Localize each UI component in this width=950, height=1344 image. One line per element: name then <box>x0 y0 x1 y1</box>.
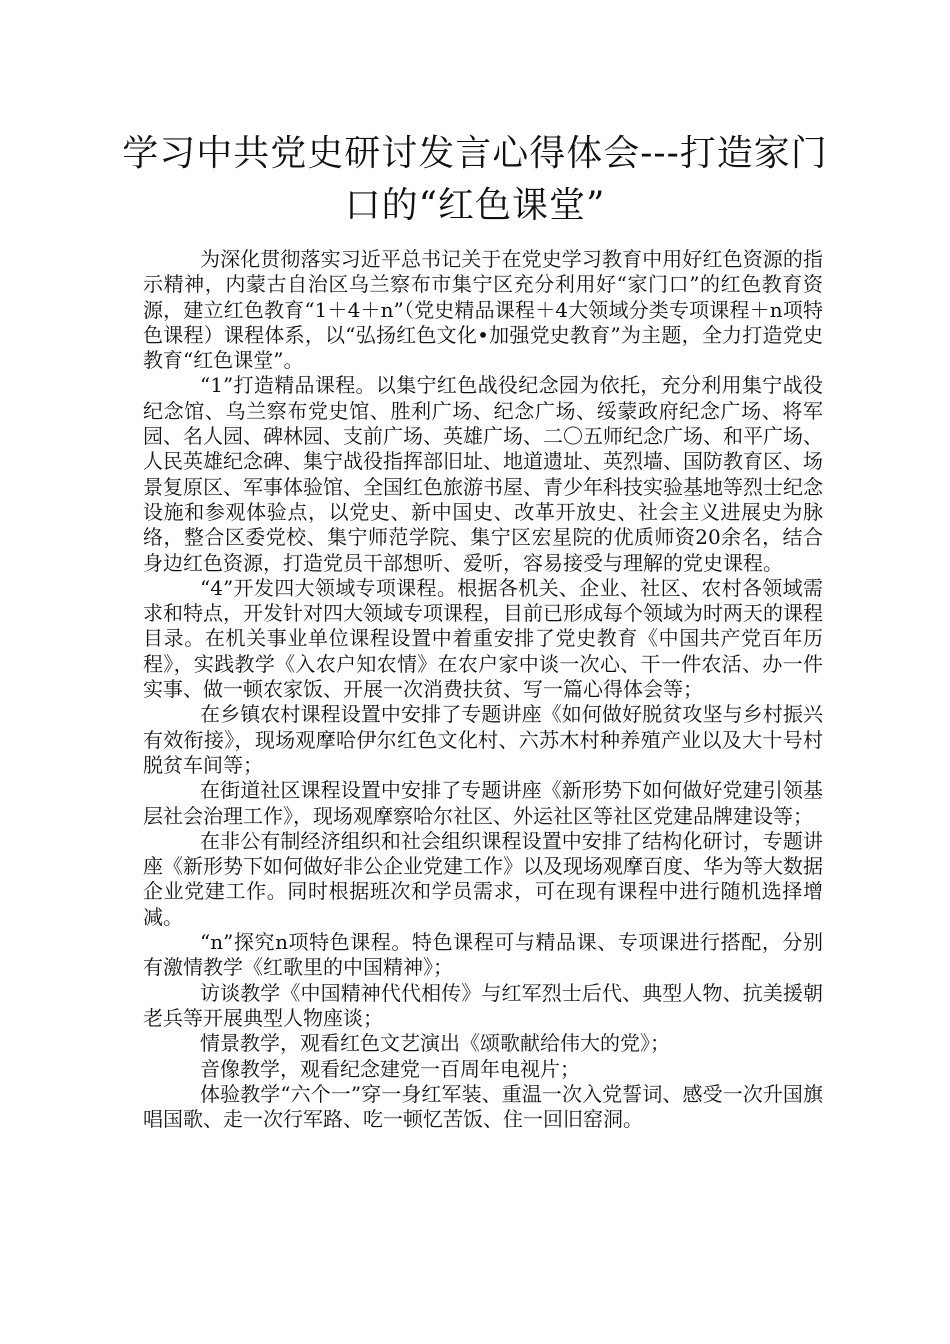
paragraph-video-teaching: 音像教学，观看纪念建党一百周年电视片； <box>200 1056 580 1081</box>
paragraph-four-domains: “4”开发四大领域专项课程。根据各机关、企业、社区、农村各领域需求和特点，开发针对四大领域专项课程，目前已形成每个领域为时两天的课程目录。在机关事业单位课程设置中着重安排了党史教育《中国共产党百年历程》，实践教学《入农户知农情》在农户家中谈一次心、干一件农活、办一件实事、做一顿农家饭、开展一次消费扶贫、写一篇心得体会等； <box>143 575 823 702</box>
document-title: 学习中共党史研讨发言心得体会---打造家门口的“红色课堂” <box>122 133 828 226</box>
paragraph-nonpublic-courses: 在非公有制经济组织和社会组织课程设置中安排了结构化研讨，专题讲座《新形势下如何做好非公企业党建工作》以及现场观摩百度、华为等大数据企业党建工作。同时根据班次和学员需求，可在现有课程中进行随机选择增减。 <box>143 828 823 929</box>
document-body <box>143 247 823 1132</box>
paragraph-community-courses: 在街道社区课程设置中安排了专题讲座《新形势下如何做好党建引领基层社会治理工作》，现场观摩察哈尔社区、外运社区等社区党建品牌建设等； <box>143 778 823 828</box>
paragraph-experience-teaching: 体验教学“六个一”穿一身红军装、重温一次入党誓词、感受一次升国旗唱国歌、走一次行军路、吃一顿忆苦饭、住一回旧窑洞。 <box>143 1081 823 1132</box>
paragraph-special-courses: “n”探究n项特色课程。特色课程可与精品课、专项课进行搭配，分别有激情教学《红歌里的中国精神》； <box>143 930 823 980</box>
paragraph-interview-teaching: 访谈教学《中国精神代代相传》与红军烈士后代、典型人物、抗美援朝老兵等开展典型人物座谈； <box>143 980 823 1030</box>
paragraph-rural-courses: 在乡镇农村课程设置中安排了专题讲座《如何做好脱贫攻坚与乡村振兴有效衔接》，现场观摩哈伊尔红色文化村、六苏木村种养殖产业以及大十号村脱贫车间等； <box>143 702 823 777</box>
paragraph-quality-courses: “1”打造精品课程。以集宁红色战役纪念园为依托，充分利用集宁战役纪念馆、乌兰察布党史馆、胜利广场、纪念广场、绥蒙政府纪念广场、将军园、名人园、碑林园、支前广场、英雄广场、二〇五师纪念广场、和平广场、人民英雄纪念碑、集宁战役指挥部旧址、地道遗址、英烈墙、国防教育区、场景复原区、军事体验馆、全国红色旅游书屋、青少年科技实验基地等烈士纪念设施和参观体验点，以党史、新中国史、改革开放史、社会主义进展史为脉络，整合区委党校、集宁师范学院、集宁区宏星院的优质师资20余名，结合身边红色资源，打造党员干部想听、爱听，容易接受与理解的党史课程。 <box>143 373 823 575</box>
paragraph-intro: 为深化贯彻落实习近平总书记关于在党史学习教育中用好红色资源的指示精神，内蒙古自治区乌兰察布市集宁区充分利用好“家门口”的红色教育资源，建立红色教育“1＋4＋n”（党史精品课程＋4大领域分类专项课程＋n项特色课程）课程体系，以“弘扬红色文化•加强党史教育”为主题，全力打造党史教育“红色课堂”。 <box>143 247 823 373</box>
paragraph-scene-teaching: 情景教学，观看红色文艺演出《颂歌献给伟大的党》； <box>200 1031 670 1056</box>
